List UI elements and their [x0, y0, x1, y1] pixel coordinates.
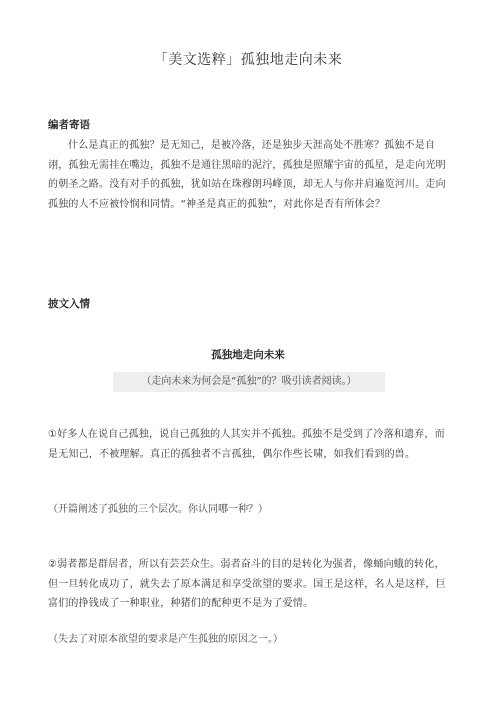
paragraph-2: ②弱者都是群居者，所以有芸芸众生。弱者奋斗的目的是转化为强者，像蛹向蛾的转化，但一旦转化成功了，就失去了原本满足和享受欲望的要求。国王是这样，名人是这样，巨富们的挣钱成了一种职业，种猪们的配种更不是为了爱情。 [48, 559, 446, 609]
article-title: 孤独地走向未来 [211, 349, 285, 361]
editor-heading: 编者寄语 [48, 119, 90, 131]
note-2: （失去了对原本欲望的要求是产生孤独的原因之一。） [48, 634, 283, 645]
editor-paragraph: 什么是真正的孤独？是无知己，是被冷落，还是独步天涯高处不胜寒？孤独不是自诩，孤独无需挂在嘴边，孤独不是通往黑暗的泥泞，孤独是照耀宇宙的孤星，是走向光明的朝圣之路。没有对手的孤独，犹如站在珠穆朗玛峰顶，却无人与你并肩遍览河川。走向孤独的人不应被怜悯和同情。“神圣是真正的孤独”，对此你是否有所体会？ [48, 140, 446, 210]
title-note: （走向未来为何会是“孤独”的？吸引读者阅读。） [113, 372, 385, 392]
reading-heading: 披文入情 [48, 298, 90, 310]
document-title: 「美文选粹」孤独地走向未来 [153, 52, 343, 68]
note-1: （开篇阐述了孤独的三个层次。你认同哪一种？） [48, 504, 268, 515]
paragraph-1: ①好多人在说自己孤独，说自己孤独的人其实并不孤独。孤独不是受到了冷落和遗弃，而是无知己，不被理解。真正的孤独者不言孤独，偶尔作些长啸，如我们看到的兽。 [48, 429, 445, 460]
